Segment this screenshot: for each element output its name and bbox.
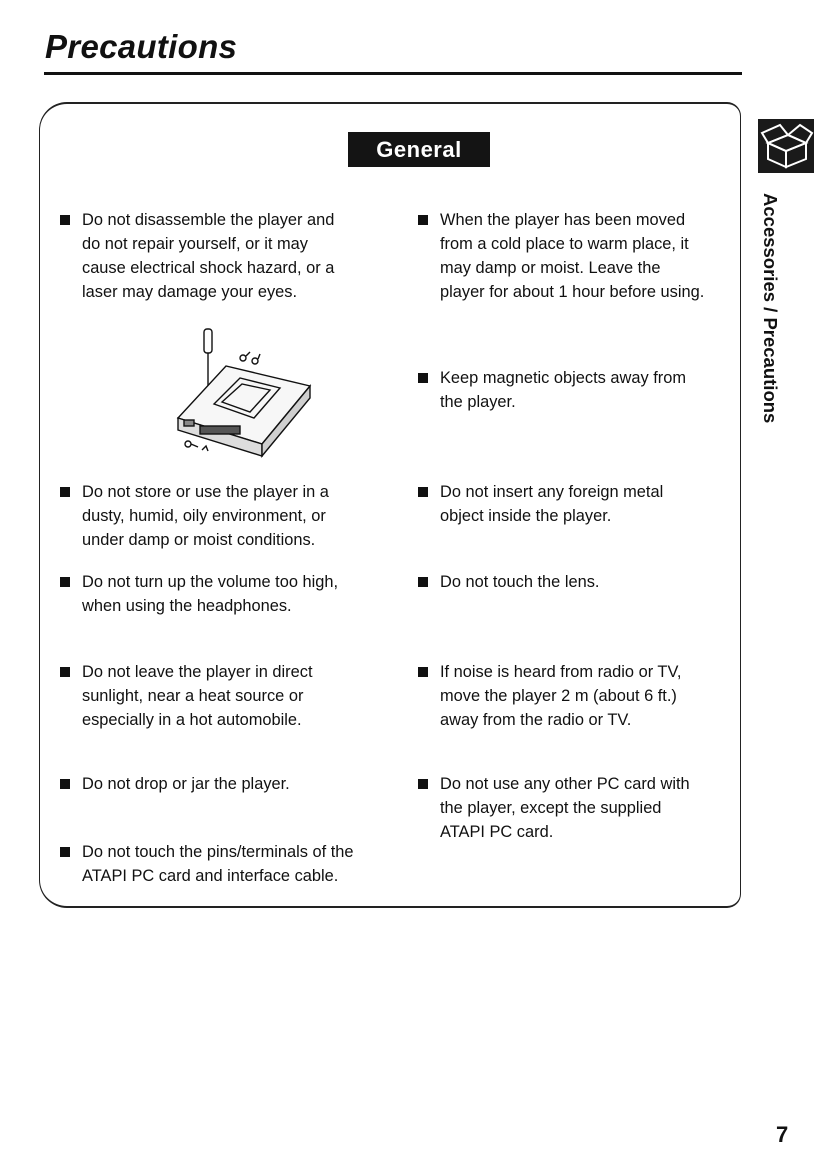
precaution-text: Do not turn up the volume too high, when using the headphones. xyxy=(82,573,339,615)
section-label-general: General xyxy=(348,132,490,167)
screw-icon xyxy=(240,355,246,361)
precaution-item-environment xyxy=(60,480,329,552)
screw-icon xyxy=(185,441,191,447)
screw-icon xyxy=(252,358,258,364)
precaution-text: Do not leave the player in direct sunlight, near a heat source or especially in a hot automobile. xyxy=(82,663,313,729)
bullet-icon xyxy=(60,667,70,677)
precaution-text: Do not store or use the player in a dusty, humid, oily environment, or under damp or moist conditions. xyxy=(82,483,329,549)
precaution-item-heat xyxy=(60,660,313,732)
precaution-text: Do not disassemble the player and do not repair yourself, or it may cause electrical shock hazard, or a laser may damage your eyes. xyxy=(82,211,335,301)
precaution-item-pins xyxy=(60,840,354,888)
precaution-item-magnetic xyxy=(418,366,686,414)
bullet-icon xyxy=(418,779,428,789)
precaution-item-condensation xyxy=(418,208,704,304)
precaution-item-lens xyxy=(418,570,599,594)
bullet-icon xyxy=(60,779,70,789)
precaution-text: Do not use any other PC card with the player, except the supplied ATAPI PC card. xyxy=(440,775,690,841)
precaution-text: Do not touch the pins/terminals of the ATAPI PC card and interface cable. xyxy=(82,843,354,885)
side-index-tab xyxy=(755,188,785,428)
player-disassembly-illustration xyxy=(170,326,320,458)
bullet-icon xyxy=(60,847,70,857)
open-box-icon xyxy=(758,119,814,173)
bullet-icon xyxy=(60,487,70,497)
precaution-item-disassemble xyxy=(60,208,334,304)
title-rule xyxy=(44,72,742,75)
page-title: Precautions xyxy=(45,28,238,65)
bullet-icon xyxy=(418,667,428,677)
precaution-text: If noise is heard from radio or TV, move the player 2 m (about 6 ft.) away from the radio or TV. xyxy=(440,663,682,729)
precaution-text: Do not insert any foreign metal object inside the player. xyxy=(440,483,664,525)
precaution-item-drop xyxy=(60,772,290,796)
side-tab-label: Accessories / Precautions xyxy=(760,192,781,424)
precaution-item-noise xyxy=(418,660,681,732)
bullet-icon xyxy=(418,373,428,383)
bullet-icon xyxy=(418,577,428,587)
bullet-icon xyxy=(418,215,428,225)
precaution-text: Do not drop or jar the player. xyxy=(82,775,290,793)
precaution-text: When the player has been moved from a cold place to warm place, it may damp or moist. Leave the player for about 1 hour before using. xyxy=(440,211,705,301)
precaution-item-foreign-metal xyxy=(418,480,663,528)
bullet-icon xyxy=(418,487,428,497)
page-number: 7 xyxy=(776,1122,789,1147)
connector-icon xyxy=(200,426,240,434)
precaution-item-pc-card xyxy=(418,772,690,844)
bullet-icon xyxy=(60,215,70,225)
precaution-text: Keep magnetic objects away from the player. xyxy=(440,369,686,411)
bullet-icon xyxy=(60,577,70,587)
screwdriver-handle xyxy=(204,329,212,353)
precaution-text: Do not touch the lens. xyxy=(440,573,600,591)
precaution-item-volume xyxy=(60,570,338,618)
